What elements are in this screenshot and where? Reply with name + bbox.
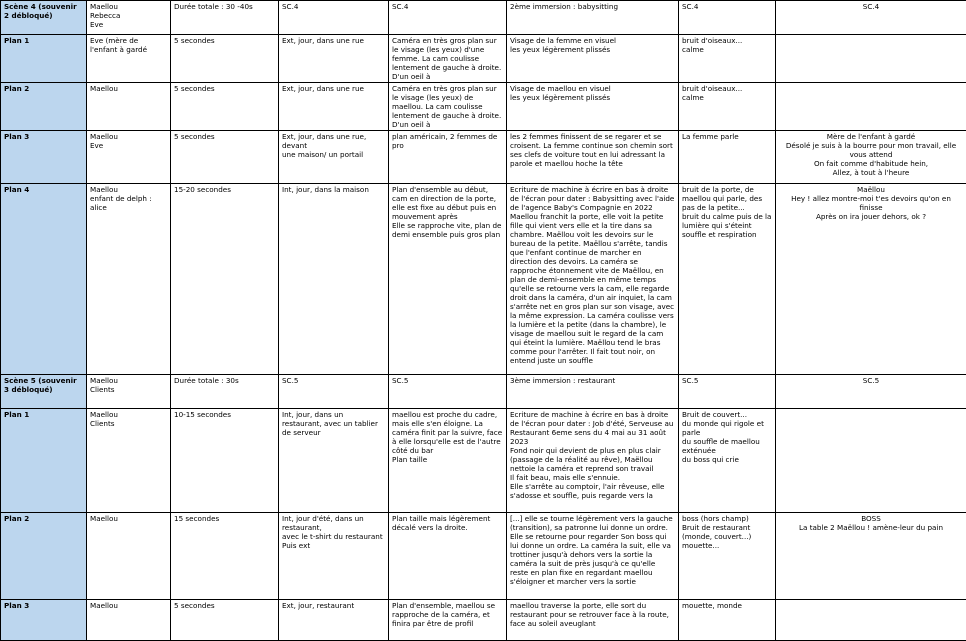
cell-sound[interactable]: bruit d'oiseaux... calme xyxy=(679,35,776,83)
plan-row xyxy=(1,131,966,184)
cell-sound[interactable]: La femme parle xyxy=(679,131,776,184)
cell-sound[interactable]: bruit d'oiseaux... calme xyxy=(679,83,776,131)
cell-plan[interactable]: Scène 5 (souvenir 3 débloqué) xyxy=(1,375,87,409)
cell-characters[interactable]: Maellou enfant de delph : alice xyxy=(87,184,171,375)
cell-duration[interactable]: 15 secondes xyxy=(171,513,279,600)
cell-characters[interactable]: Eve (mère de l'enfant à gardé xyxy=(87,35,171,83)
cell-camera[interactable]: Plan d'ensemble, maellou se rapproche de la caméra, et finira par être de profil xyxy=(389,600,507,641)
cell-plan[interactable]: Plan 4 xyxy=(1,184,87,375)
cell-characters[interactable]: Maellou xyxy=(87,513,171,600)
cell-plan[interactable]: Plan 3 xyxy=(1,600,87,641)
cell-dialogue[interactable]: SC.5 xyxy=(776,375,966,409)
cell-characters[interactable]: Maellou Rebecca Eve xyxy=(87,1,171,35)
cell-dialogue[interactable]: BOSS La table 2 Maëllou ! amène-leur du pain xyxy=(776,513,966,600)
cell-sound[interactable]: boss (hors champ) Bruit de restaurant (monde, couvert...) mouette... xyxy=(679,513,776,600)
plan-row xyxy=(1,35,966,83)
cell-duration[interactable]: Durée totale : 30 -40s xyxy=(171,1,279,35)
cell-camera[interactable]: plan américain, 2 femmes de pro xyxy=(389,131,507,184)
cell-description[interactable]: Ecriture de machine à écrire en bas à droite de l'écran pour dater : Babysitting avec l'aide de l'agence Baby's Compagnie en 2022 Maellou franchit la porte, elle voit la petite fille qui vient vers elle et la tire dans sa chambre. Maëllou voit les devoirs sur le bureau de la petite. Maëllou s'arrête, tandis que l'enfant continue de marcher en direction des devoirs. La caméra se rapproche étonnement vite de Maëllou, en plan de demi-ensemble en même temps qu'elle se retourne vers la cam, elle regarde droit dans la caméra, d'un air inquiet, la cam s'arrête net en gros plan sur son visage, avec la même expression. La caméra coulisse vers la lumière et la petite (dans la chambre), le visage de maellou suit le regard de la cam qui éteint la lumière. Maëllou tend le bras comme pour l'arrêter. Il fait tout noir, on entend juste un souffle xyxy=(507,184,679,375)
cell-characters[interactable]: Maellou xyxy=(87,600,171,641)
cell-location[interactable]: Ext, jour, restaurant xyxy=(279,600,389,641)
cell-dialogue[interactable] xyxy=(776,600,966,641)
cell-dialogue[interactable] xyxy=(776,409,966,513)
cell-description[interactable]: les 2 femmes finissent de se regarer et se croisent. La femme continue son chemin sort ses clefs de voiture tout en lui adressant la parole et maellou hoche la tête xyxy=(507,131,679,184)
cell-dialogue[interactable]: Maëllou Hey ! allez montre-moi t'es devoirs qu'on en finisse Après on ira jouer dehors, ok ? xyxy=(776,184,966,375)
cell-characters[interactable]: Maellou Eve xyxy=(87,131,171,184)
cell-location[interactable]: Int, jour, dans la maison xyxy=(279,184,389,375)
cell-plan[interactable]: Plan 2 xyxy=(1,83,87,131)
cell-plan[interactable]: Plan 2 xyxy=(1,513,87,600)
cell-characters[interactable]: Maellou Clients xyxy=(87,375,171,409)
plan-row xyxy=(1,83,966,131)
cell-plan[interactable]: Plan 1 xyxy=(1,409,87,513)
cell-description[interactable]: Ecriture de machine à écrire en bas à droite de l'écran pour dater : Job d'été, Serveuse au Restaurant 6eme sens du 4 mai au 31 août 2023 Fond noir qui devient de plus en plus clair (passage de la réalité au rêve), Maëllou nettoie la caméra et reprend son travail Il fait beau, mais elle s'ennuie. Elle s'arrête au comptoir, l'air rêveuse, elle s'adosse et souffle, puis regarde vers la xyxy=(507,409,679,513)
scene-row xyxy=(1,375,966,409)
cell-description[interactable]: maellou traverse la porte, elle sort du restaurant pour se retrouver face à la route, face au soleil aveuglant xyxy=(507,600,679,641)
cell-camera[interactable]: Plan taille mais légèrement décalé vers la droite. xyxy=(389,513,507,600)
cell-location[interactable]: Ext, jour, dans une rue xyxy=(279,83,389,131)
cell-sound[interactable]: bruit de la porte, de maellou qui parle, des pas de la petite... bruit du calme puis de la lumière qui s'éteint souffle et respiration xyxy=(679,184,776,375)
cell-sound[interactable]: Bruit de couvert... du monde qui rigole et parle du souffle de maellou exténuée du boss qui crie xyxy=(679,409,776,513)
cell-duration[interactable]: Durée totale : 30s xyxy=(171,375,279,409)
plan-row xyxy=(1,513,966,600)
cell-sound[interactable]: mouette, monde xyxy=(679,600,776,641)
cell-characters[interactable]: Maellou Clients xyxy=(87,409,171,513)
plan-row xyxy=(1,184,966,375)
cell-sound[interactable]: SC.4 xyxy=(679,1,776,35)
cell-dialogue[interactable]: SC.4 xyxy=(776,1,966,35)
cell-characters[interactable]: Maellou xyxy=(87,83,171,131)
cell-camera[interactable]: Caméra en très gros plan sur le visage (les yeux) d'une femme. La cam coulisse lentement de gauche à droite. D'un oeil à xyxy=(389,35,507,83)
cell-description[interactable]: 2ème immersion : babysitting xyxy=(507,1,679,35)
plan-row xyxy=(1,600,966,641)
cell-location[interactable]: Int, jour d'été, dans un restaurant, avec le t-shirt du restaurant Puis ext xyxy=(279,513,389,600)
cell-location[interactable]: SC.5 xyxy=(279,375,389,409)
cell-duration[interactable]: 10-15 secondes xyxy=(171,409,279,513)
cell-camera[interactable]: Plan d'ensemble au début, cam en direction de la porte, elle est fixe au début puis en mouvement après Elle se rapproche vite, plan de demi ensemble puis gros plan xyxy=(389,184,507,375)
cell-duration[interactable]: 15-20 secondes xyxy=(171,184,279,375)
cell-location[interactable]: Int, jour, dans un restaurant, avec un tablier de serveur xyxy=(279,409,389,513)
cell-duration[interactable]: 5 secondes xyxy=(171,83,279,131)
cell-camera[interactable]: SC.5 xyxy=(389,375,507,409)
cell-location[interactable]: Ext, jour, dans une rue xyxy=(279,35,389,83)
cell-description[interactable]: Visage de la femme en visuel les yeux légèrement plissés xyxy=(507,35,679,83)
cell-dialogue[interactable]: Mère de l'enfant à gardé Désolé je suis à la bourre pour mon travail, elle vous attend On fait comme d'habitude hein, Allez, à tout à l'heure xyxy=(776,131,966,184)
cell-dialogue[interactable] xyxy=(776,35,966,83)
cell-plan[interactable]: Plan 1 xyxy=(1,35,87,83)
cell-description[interactable]: [...] elle se tourne légèrement vers la gauche (transition), sa patronne lui donne un ordre. Elle se retourne pour regarder Son boss qui lui donne un ordre. La caméra la suit, elle va trottiner jusqu'à dehors vers la sortie la caméra la suit de près jusqu'à ce qu'elle reste en plan fixe en regardant maellou s'éloigner et marcher vers la sortie xyxy=(507,513,679,600)
cell-camera[interactable]: Caméra en très gros plan sur le visage (les yeux) de maellou. La cam coulisse lentement de gauche à droite. D'un oeil à xyxy=(389,83,507,131)
cell-camera[interactable]: SC.4 xyxy=(389,1,507,35)
plan-row xyxy=(1,409,966,513)
cell-camera[interactable]: maellou est proche du cadre, mais elle s'en éloigne. La caméra finit par la suivre, face à elle lorsqu'elle est de l'autre côté du bar Plan taille xyxy=(389,409,507,513)
cell-sound[interactable]: SC.5 xyxy=(679,375,776,409)
cell-duration[interactable]: 5 secondes xyxy=(171,131,279,184)
cell-location[interactable]: Ext, jour, dans une rue, devant une maison/ un portail xyxy=(279,131,389,184)
cell-duration[interactable]: 5 secondes xyxy=(171,600,279,641)
scene-row xyxy=(1,1,966,35)
cell-plan[interactable]: Scène 4 (souvenir 2 débloqué) xyxy=(1,1,87,35)
sheet-body xyxy=(1,1,966,641)
cell-description[interactable]: Visage de maellou en visuel les yeux légèrement plissés xyxy=(507,83,679,131)
cell-plan[interactable]: Plan 3 xyxy=(1,131,87,184)
cell-dialogue[interactable] xyxy=(776,83,966,131)
cell-location[interactable]: SC.4 xyxy=(279,1,389,35)
cell-description[interactable]: 3ème immersion : restaurant xyxy=(507,375,679,409)
cell-duration[interactable]: 5 secondes xyxy=(171,35,279,83)
